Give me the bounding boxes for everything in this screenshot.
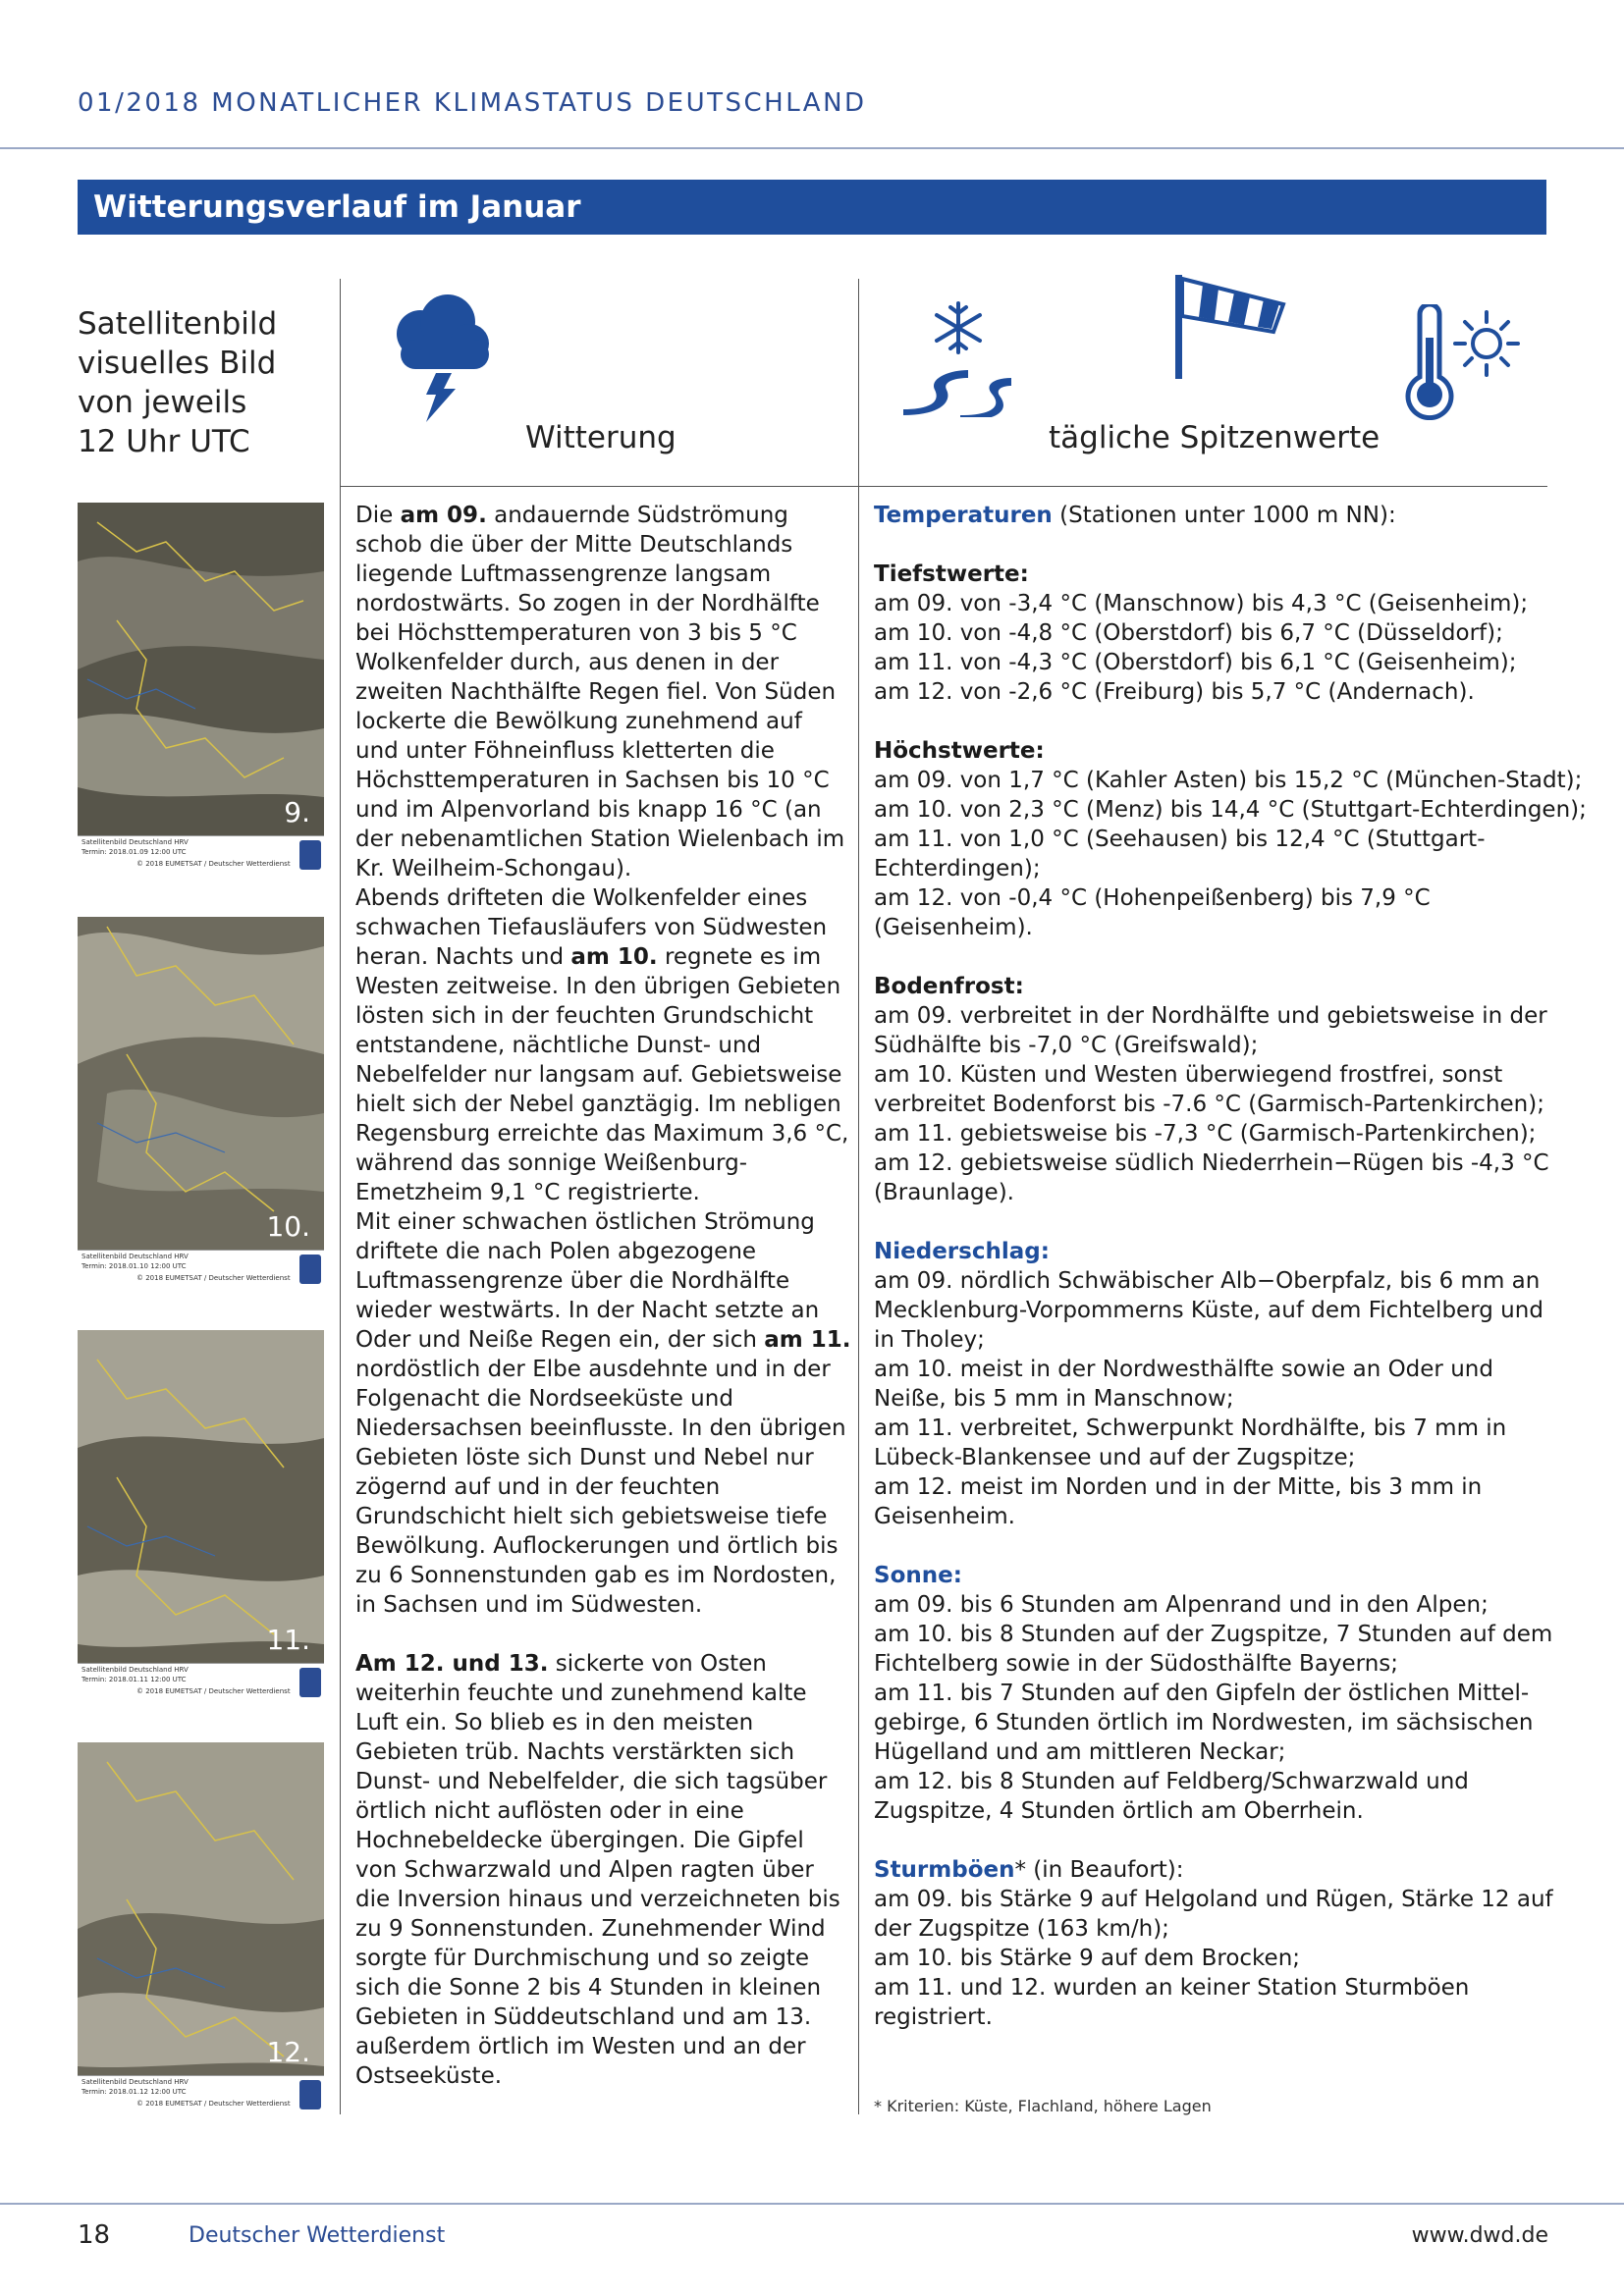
header-rule [0, 147, 1624, 149]
list-item: verbreitet Bodenforst bis -7.6 °C (Garmisch-Partenkirchen); [874, 1092, 1544, 1117]
sonne-list [874, 1590, 1551, 1826]
hoechstwerte-heading: Höchstwerte: [874, 738, 1045, 764]
niederschlag-heading: Niederschlag: [874, 1239, 1050, 1264]
list-item: am 11. von 1,0 °C (Seehausen) bis 12,4 °C (Stuttgart- [874, 827, 1486, 852]
witterung-paragraph-1: Die am 09. andauernde Südströmung schob die über der Mitte Deutschlands liegende Luftmassengrenze langsam nordostwärts. So zogen in der Nordhälfte bei Höchsttemperaturen von 3 bis 5 °C Wolkenfelder durch, aus denen in der zweiten Nachthälfte Regen fiel. Von Süden lockerte die Bewölkung zunehmend auf und unter Föhneinfluss kletterten die Höchsttemperaturen in Sachsen bis 10 °C und im Alpenvorland bis knapp 16 °C (an der nebenamtlichen Station Wielenbach im Kr. Weilheim-Schongau). [355, 503, 845, 881]
thunderstorm-cloud-icon [391, 291, 493, 424]
list-item: gebirge, 6 Stunden örtlich im Nordwesten, im sächsischen [874, 1710, 1534, 1735]
column-divider-2 [858, 279, 859, 2114]
list-item: der Zugspitze (163 km/h); [874, 1916, 1169, 1942]
list-item: am 09. bis Stärke 9 auf Helgoland und Rügen, Stärke 12 auf [874, 1887, 1553, 1912]
page-number: 18 [78, 2220, 111, 2250]
list-item: am 10. von -4,8 °C (Oberstdorf) bis 6,7 °C (Düsseldorf); [874, 620, 1503, 646]
satellite-image-09 [78, 503, 324, 874]
section-title: Witterungsverlauf im Januar [93, 189, 581, 225]
temperature-heading: Temperaturen (Stationen unter 1000 m NN): [874, 503, 1396, 528]
list-item: am 12. bis 8 Stunden auf Feldberg/Schwarzwald und [874, 1769, 1469, 1794]
satellite-day-label: 11. [266, 1624, 310, 1656]
satellite-footer: Satellitenbild Deutschland HRV Termin: 2018.01.11 12:00 UTC © 2018 EUMETSAT / Deutscher Wetterdienst [78, 1663, 324, 1701]
list-item: Echterdingen); [874, 856, 1041, 881]
thermometer-sun-icon [1398, 304, 1520, 420]
footnote: * Kriterien: Küste, Flachland, höhere Lagen [874, 2097, 1212, 2115]
list-item: am 10. meist in der Nordwesthälfte sowie an Oder und [874, 1357, 1493, 1382]
bodenfrost-heading: Bodenfrost: [874, 974, 1024, 999]
snow-road-icon [901, 299, 1017, 417]
column-divider-1 [340, 279, 341, 2114]
footer-organization: Deutscher Wetterdienst [189, 2223, 446, 2248]
satellite-day-label: 9. [284, 796, 310, 828]
list-item: am 12. meist im Norden und in der Mitte, bis 3 mm in [874, 1474, 1483, 1500]
header-divider [340, 486, 1547, 487]
windsock-icon [1173, 273, 1291, 381]
satellite-image-11 [78, 1330, 324, 1701]
hoechstwerte-list [874, 766, 1587, 942]
witterung-text [355, 501, 851, 2091]
list-item: am 11. verbreitet, Schwerpunkt Nordhälfte, bis 7 mm in [874, 1415, 1507, 1441]
list-item: am 11. bis 7 Stunden auf den Gipfeln der östlichen Mittel- [874, 1681, 1530, 1706]
list-item: am 10. Küsten und Westen überwiegend frostfrei, sonst [874, 1062, 1503, 1088]
list-item: Hügelland und am mittleren Neckar; [874, 1739, 1286, 1765]
footer-rule [0, 2203, 1624, 2205]
list-item: Zugspitze, 4 Stunden örtlich am Oberrhein. [874, 1798, 1364, 1824]
list-item: am 11. gebietsweise bis -7,3 °C (Garmisch-Partenkirchen); [874, 1121, 1537, 1147]
list-item: Neiße, bis 5 mm in Manschnow; [874, 1386, 1234, 1412]
sturmboeen-list [874, 1885, 1551, 2032]
spitzenwerte-text [874, 501, 1587, 2032]
dwd-logo-icon [299, 1668, 321, 1697]
list-item: am 09. von 1,7 °C (Kahler Asten) bis 15,2 °C (München-Stadt); [874, 768, 1583, 793]
header-title: 01/2018 MONATLICHER KLIMASTATUS DEUTSCHLAND [78, 88, 867, 118]
satellite-day-label: 10. [266, 1210, 310, 1243]
tiefstwerte-heading: Tiefstwerte: [874, 561, 1029, 587]
list-item: Lübeck-Blankensee und auf der Zugspitze; [874, 1445, 1356, 1470]
dwd-logo-icon [299, 1255, 321, 1284]
dwd-logo-icon [299, 840, 321, 870]
niederschlag-list [874, 1266, 1551, 1531]
list-item: am 12. von -2,6 °C (Freiburg) bis 5,7 °C (Andernach). [874, 679, 1475, 705]
dwd-logo-icon [299, 2080, 321, 2109]
satellite-footer: Satellitenbild Deutschland HRV Termin: 2018.01.10 12:00 UTC © 2018 EUMETSAT / Deutscher Wetterdienst [78, 1250, 324, 1288]
tiefstwerte-list [874, 589, 1551, 707]
witterung-paragraph-2: Abends drifteten die Wolkenfelder eines schwachen Tiefausläufers von Südwesten heran. Nachts und am 10. regnete es im Westen zeitweise. In den übrigen Gebieten lösten sich in der feuchten Grundschicht entstandene, nächtliche Dunst- und Nebelfelder nur langsam auf. Gebietsweise hielt sich der Nebel ganztägig. Im nebligen Regensburg erreichte das Maximum 3,6 °C, während das sonnige Weißenburg-Emetzheim 9,1 °C registrierte. [355, 885, 849, 1205]
witterung-paragraph-4: Am 12. und 13. sickerte von Osten weiterhin feuchte und zunehmend kalte Luft ein. So blieb es in den meisten Gebieten trüb. Nachts verstärkten sich Dunst- und Nebelfelder, die sich tagsüber örtlich nicht auflösten oder in eine Hochnebeldecke übergingen. Die Gipfel von Schwarzwald und Alpen ragten über die Inversion hinaus und verzeichneten bis zu 9 Sonnenstunden. Zunehmender Wind sorgte für Durchmischung und so zeigte sich die Sonne 2 bis 4 Stunden in kleinen Gebieten in Süddeutschland und am 13. außerdem örtlich im Westen und an der Ostseeküste. [355, 1651, 840, 2089]
list-item: in Tholey; [874, 1327, 985, 1353]
satellite-footer: Satellitenbild Deutschland HRV Termin: 2018.01.12 12:00 UTC © 2018 EUMETSAT / Deutscher Wetterdienst [78, 2075, 324, 2113]
list-item: am 11. und 12. wurden an keiner Station Sturmböen [874, 1975, 1470, 2001]
list-item: am 10. von 2,3 °C (Menz) bis 14,4 °C (Stuttgart-Echterdingen); [874, 797, 1587, 823]
list-item: am 09. nördlich Schwäbischer Alb−Oberpfalz, bis 6 mm an [874, 1268, 1541, 1294]
list-item: am 12. gebietsweise südlich Niederrhein−Rügen bis -4,3 °C [874, 1150, 1549, 1176]
satellite-image-10 [78, 917, 324, 1288]
list-item: am 10. bis Stärke 9 auf dem Brocken; [874, 1946, 1301, 1971]
sonne-heading: Sonne: [874, 1563, 962, 1588]
list-item: am 10. bis 8 Stunden auf der Zugspitze, 7 Stunden auf dem [874, 1622, 1553, 1647]
list-item: am 12. von -0,4 °C (Hohenpeißenberg) bis 7,9 °C [874, 885, 1431, 911]
sturmboeen-heading: Sturmböen* (in Beaufort): [874, 1857, 1184, 1883]
list-item: Südhälfte bis -7,0 °C (Greifswald); [874, 1033, 1259, 1058]
list-item: (Geisenheim). [874, 915, 1033, 940]
list-item: am 09. verbreitet in der Nordhälfte und gebietsweise in der [874, 1003, 1547, 1029]
satellite-caption: Satellitenbild visuelles Bild von jeweils 12 Uhr UTC [78, 306, 278, 459]
section-bar [78, 180, 1546, 235]
list-item: am 09. von -3,4 °C (Manschnow) bis 4,3 °C (Geisenheim); [874, 591, 1529, 616]
list-item: Fichtelberg sowie in der Südosthälfte Bayerns; [874, 1651, 1399, 1677]
list-item: (Braunlage). [874, 1180, 1014, 1205]
list-item: am 09. bis 6 Stunden am Alpenrand und in den Alpen; [874, 1592, 1489, 1618]
list-item: registriert. [874, 2004, 993, 2030]
satellite-footer: Satellitenbild Deutschland HRV Termin: 2018.01.09 12:00 UTC © 2018 EUMETSAT / Deutscher Wetterdienst [78, 835, 324, 874]
witterung-heading: Witterung [525, 420, 677, 455]
list-item: Geisenheim. [874, 1504, 1015, 1529]
footer-url-link[interactable]: www.dwd.de [1411, 2223, 1548, 2248]
satellite-day-label: 12. [266, 2036, 310, 2068]
list-item: am 11. von -4,3 °C (Oberstdorf) bis 6,1 °C (Geisenheim); [874, 650, 1517, 675]
bodenfrost-list [874, 1001, 1551, 1207]
spitzenwerte-heading: tägliche Spitzenwerte [1049, 420, 1380, 455]
satellite-image-12 [78, 1742, 324, 2113]
witterung-paragraph-3: Mit einer schwachen östlichen Strömung driftete die nach Polen abgezogene Luftmassengrenze über die Nordhälfte wieder westwärts. In der Nacht setzte an Oder und Neiße Regen ein, der sich am 11. nordöstlich der Elbe ausdehnte und in der Folgenacht die Nordseeküste und Niedersachsen beeinflusste. In den übrigen Gebieten löste sich Dunst und Nebel nur zögernd auf und in der feuchten Grundschicht hielt sich gebietsweise tiefe Bewölkung. Auflockerungen und örtlich bis zu 6 Sonnenstunden gab es im Nordosten, in Sachsen und im Südwesten. [355, 1209, 851, 1618]
list-item: Mecklenburg-Vorpommerns Küste, auf dem Fichtelberg und [874, 1298, 1543, 1323]
